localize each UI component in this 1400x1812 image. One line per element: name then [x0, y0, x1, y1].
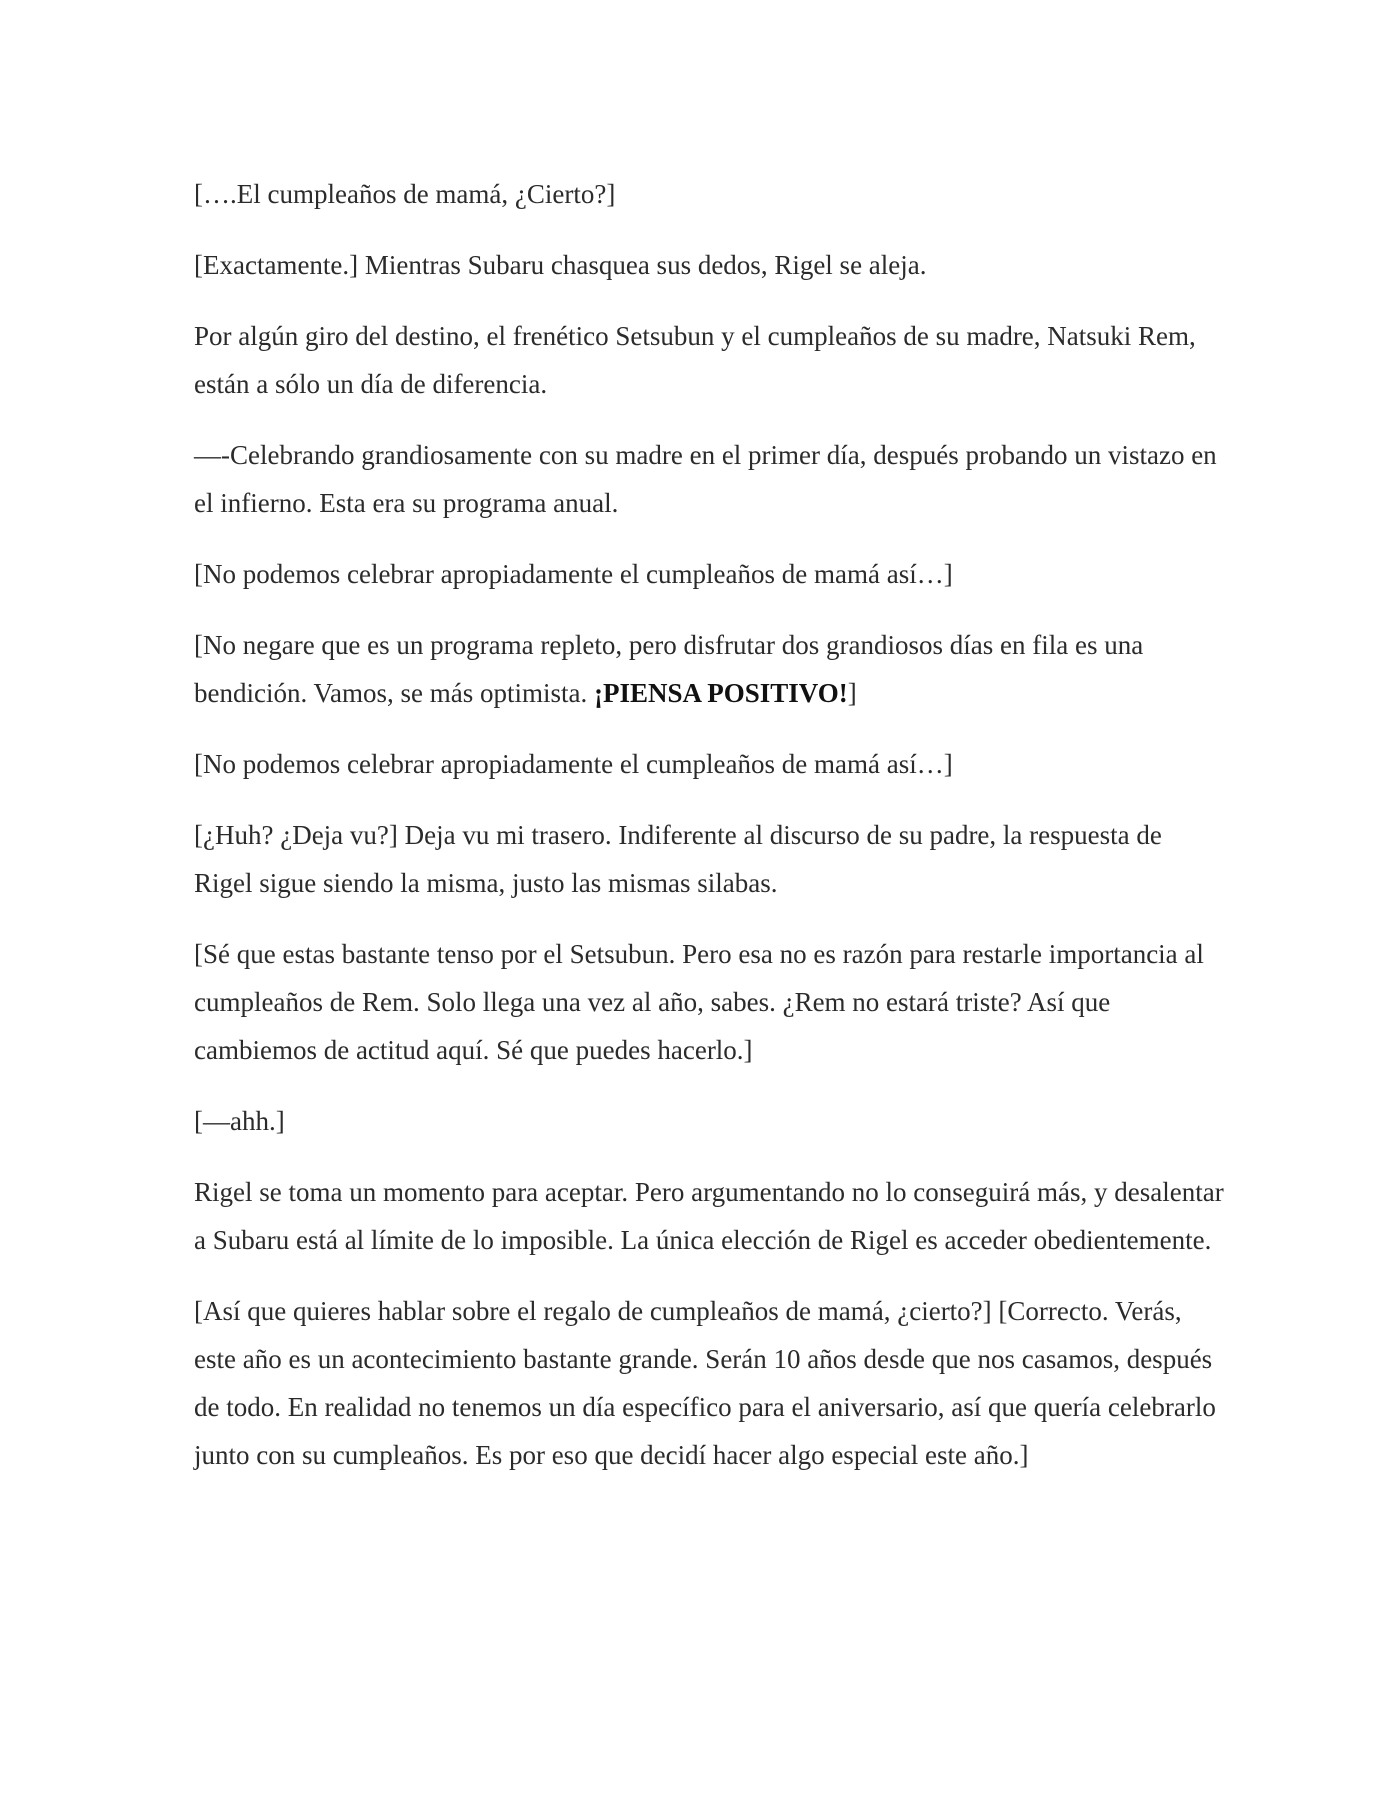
- paragraph: [Así que quieres hablar sobre el regalo de cumpleaños de mamá, ¿cierto?] [Correcto. Verás, este año es un acontecimiento bastante grande. Serán 10 años desde que nos casamos, después de todo. En realidad no tenemos un día específico para el aniversario, así que quería celebrarlo junto con su cumpleaños. Es por eso que decidí hacer algo especial este año.]: [194, 1296, 1216, 1470]
- paragraph: [No podemos celebrar apropiadamente el cumpleaños de mamá así…]: [194, 559, 953, 589]
- document-body: [194, 170, 1224, 1502]
- paragraph-text: [No negare que es un programa repleto, pero disfrutar dos grandiosos días en fila es una bendición. Vamos, se más optimista.: [194, 630, 1144, 708]
- paragraph-text: ]: [847, 678, 857, 708]
- paragraph: —-Celebrando grandiosamente con su madre en el primer día, después probando un vistazo en el infierno. Esta era su programa anual.: [194, 440, 1217, 518]
- paragraph: [Exactamente.] Mientras Subaru chasquea sus dedos, Rigel se aleja.: [194, 250, 927, 280]
- paragraph: [….El cumpleaños de mamá, ¿Cierto?]: [194, 179, 616, 209]
- paragraph: Por algún giro del destino, el frenético Setsubun y el cumpleaños de su madre, Natsuki Rem, están a sólo un día de diferencia.: [194, 321, 1196, 399]
- paragraph: [¿Huh? ¿Deja vu?] Deja vu mi trasero. Indiferente al discurso de su padre, la respuesta de Rigel sigue siendo la misma, justo las mismas silabas.: [194, 820, 1162, 898]
- paragraph: [No podemos celebrar apropiadamente el cumpleaños de mamá así…]: [194, 749, 953, 779]
- emphasis-text: ¡PIENSA POSITIVO!: [593, 678, 848, 708]
- paragraph: [194, 621, 1224, 717]
- paragraph: [—ahh.]: [194, 1106, 285, 1136]
- paragraph: [Sé que estas bastante tenso por el Setsubun. Pero esa no es razón para restarle importancia al cumpleaños de Rem. Solo llega una vez al año, sabes. ¿Rem no estará triste? Así que cambiemos de actitud aquí. Sé que puedes hacerlo.]: [194, 939, 1204, 1065]
- paragraph: Rigel se toma un momento para aceptar. Pero argumentando no lo conseguirá más, y desalentar a Subaru está al límite de lo imposible. La única elección de Rigel es acceder obedientemente.: [194, 1177, 1224, 1255]
